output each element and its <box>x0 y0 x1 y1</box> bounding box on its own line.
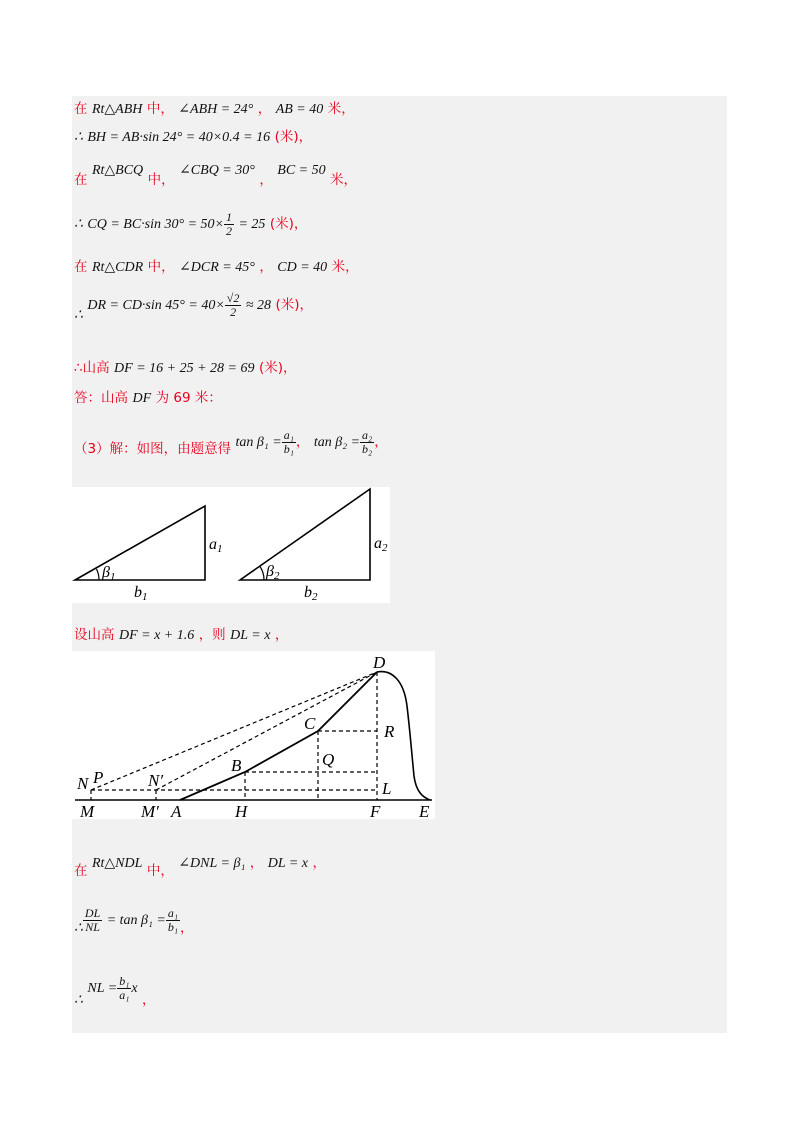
slope-path <box>180 672 377 800</box>
mountain-figure <box>72 651 435 819</box>
line-1 <box>74 101 355 118</box>
math: AB = 40 <box>275 102 324 117</box>
numerator: DL <box>84 905 101 920</box>
math: ∠DCR = 45° <box>179 260 255 275</box>
point-A-label: A <box>171 802 182 819</box>
text: （3）解：如图，由题意得 <box>74 441 232 457</box>
a1-label: a1 <box>209 536 223 555</box>
text: ， <box>257 101 272 117</box>
text: 米， <box>330 172 358 188</box>
fraction <box>282 429 296 456</box>
text: ， <box>180 920 194 936</box>
math: CD = 40 <box>277 260 328 275</box>
numerator: a₁ <box>283 427 294 442</box>
math: BH = AB·sin 24° = 40×0.4 = 16 <box>87 130 271 145</box>
therefore-symbol: ∴ <box>74 217 83 232</box>
point-L-label: L <box>382 779 392 798</box>
fraction <box>83 907 102 934</box>
text: ， <box>312 855 326 871</box>
math: ∠CBQ = 30° <box>179 163 255 178</box>
line-9 <box>74 425 388 460</box>
point-Q-label: Q <box>322 750 335 769</box>
denominator: 2 <box>226 223 232 238</box>
a2-label: a2 <box>374 535 388 554</box>
text: (米)， <box>269 216 308 232</box>
math: DL = x <box>230 628 271 643</box>
text: 在 <box>74 172 88 188</box>
point-D-label: D <box>373 653 386 672</box>
math: DF = x + 1.6 <box>118 628 195 643</box>
point-E-label: E <box>419 802 430 819</box>
text: ， <box>249 855 264 871</box>
point-F-label: F <box>370 802 381 819</box>
math: ∠ABH = 24° <box>178 102 254 117</box>
fraction <box>225 292 242 319</box>
text: 设山高 <box>74 627 115 643</box>
text: ， <box>259 172 273 188</box>
triangles-diagram <box>72 487 390 603</box>
math: Rt△CDR <box>91 260 144 275</box>
text: 在 <box>74 863 88 879</box>
denominator: NL <box>85 919 100 934</box>
math: ≈ 28 <box>245 298 271 313</box>
math: = 25 <box>238 217 266 232</box>
fraction <box>117 975 131 1002</box>
text: ， <box>142 992 156 1008</box>
denominator: b₁ <box>283 441 294 456</box>
text: ， <box>374 434 388 450</box>
fraction <box>224 211 234 238</box>
line-11 <box>74 855 326 879</box>
line-2 <box>74 129 312 146</box>
math: x <box>131 981 138 996</box>
therefore-symbol: ∴ <box>74 308 83 323</box>
text: 答：山高 <box>74 390 128 406</box>
text: 在 <box>74 259 88 275</box>
line-13 <box>74 971 156 1006</box>
text: 中， <box>146 863 174 879</box>
triangle-2 <box>240 489 370 580</box>
mountain-diagram <box>72 651 435 819</box>
triangles-figure <box>72 487 390 603</box>
numerator: a₂ <box>362 427 373 442</box>
text: ， <box>274 627 289 643</box>
denominator: 2 <box>230 304 237 319</box>
text: ，则 <box>198 627 226 643</box>
text: (米)， <box>275 297 313 313</box>
line-12 <box>74 903 194 938</box>
denominator: b₁ <box>167 919 179 934</box>
denominator: a₁ <box>119 987 130 1002</box>
numerator: b₁ <box>119 973 130 988</box>
angle-arc-1 <box>97 569 100 580</box>
beta-1-label: β1 <box>102 564 116 583</box>
math: Rt△BCQ <box>91 163 144 178</box>
b1-label: b1 <box>134 584 148 603</box>
text: 为 69 米： <box>155 390 222 406</box>
math: Rt△ABH <box>91 102 143 117</box>
line-4 <box>74 208 307 241</box>
text: 米， <box>331 259 359 275</box>
point-M-label: M <box>80 802 95 819</box>
text: 中， <box>146 101 174 117</box>
line-8 <box>74 390 222 407</box>
line-3 <box>74 162 358 188</box>
text: (米)， <box>258 360 297 376</box>
text: 在 <box>74 101 88 117</box>
math: = tan β₁ = <box>106 913 166 928</box>
fraction <box>166 907 180 934</box>
fraction <box>360 429 374 456</box>
line-6 <box>74 289 313 322</box>
math: DF <box>132 391 152 406</box>
math: CQ = BC·sin 30° = 50× <box>87 217 224 232</box>
text: ， <box>295 434 310 450</box>
dashed-lines <box>91 672 377 800</box>
math: tan β₂ = <box>313 435 361 450</box>
point-N-prime-label: N′ <box>148 771 164 790</box>
text: ， <box>259 259 273 275</box>
beta-2-label: β2 <box>266 563 280 582</box>
math: tan β₁ = <box>235 435 282 450</box>
numerator: a₁ <box>167 905 179 920</box>
angle-arc-2 <box>260 567 264 581</box>
therefore-symbol: ∴ <box>74 921 83 936</box>
point-P-label: P <box>93 768 104 787</box>
line-10 <box>74 627 288 644</box>
math: DL = x <box>267 856 309 871</box>
point-N-label: N <box>77 774 89 793</box>
numerator: 1 <box>226 209 232 224</box>
point-R-label: R <box>384 722 395 741</box>
text: ∴山高 <box>74 360 110 376</box>
math: ∠DNL = β₁ <box>178 856 246 871</box>
text: 米， <box>327 101 355 117</box>
point-C-label: C <box>304 714 316 733</box>
triangle-1 <box>75 506 205 580</box>
numerator: √2 <box>226 290 240 305</box>
math: DR = CD·sin 45° = 40× <box>87 298 225 313</box>
math: NL = <box>87 981 118 996</box>
therefore-symbol: ∴ <box>74 993 83 1008</box>
therefore-symbol: ∴ <box>74 130 83 145</box>
line-7 <box>74 360 297 377</box>
math: Rt△NDL <box>91 856 143 871</box>
denominator: b₂ <box>362 441 373 456</box>
point-M-prime-label: M′ <box>141 802 159 819</box>
b2-label: b2 <box>304 584 318 603</box>
math: DF = 16 + 25 + 28 = 69 <box>114 361 255 376</box>
text: 中， <box>147 259 175 275</box>
line-5 <box>74 259 359 276</box>
point-B-label: B <box>231 756 242 775</box>
math: BC = 50 <box>277 163 326 178</box>
text: 中， <box>147 172 175 188</box>
text: (米)， <box>274 129 313 145</box>
point-H-label: H <box>235 802 248 819</box>
